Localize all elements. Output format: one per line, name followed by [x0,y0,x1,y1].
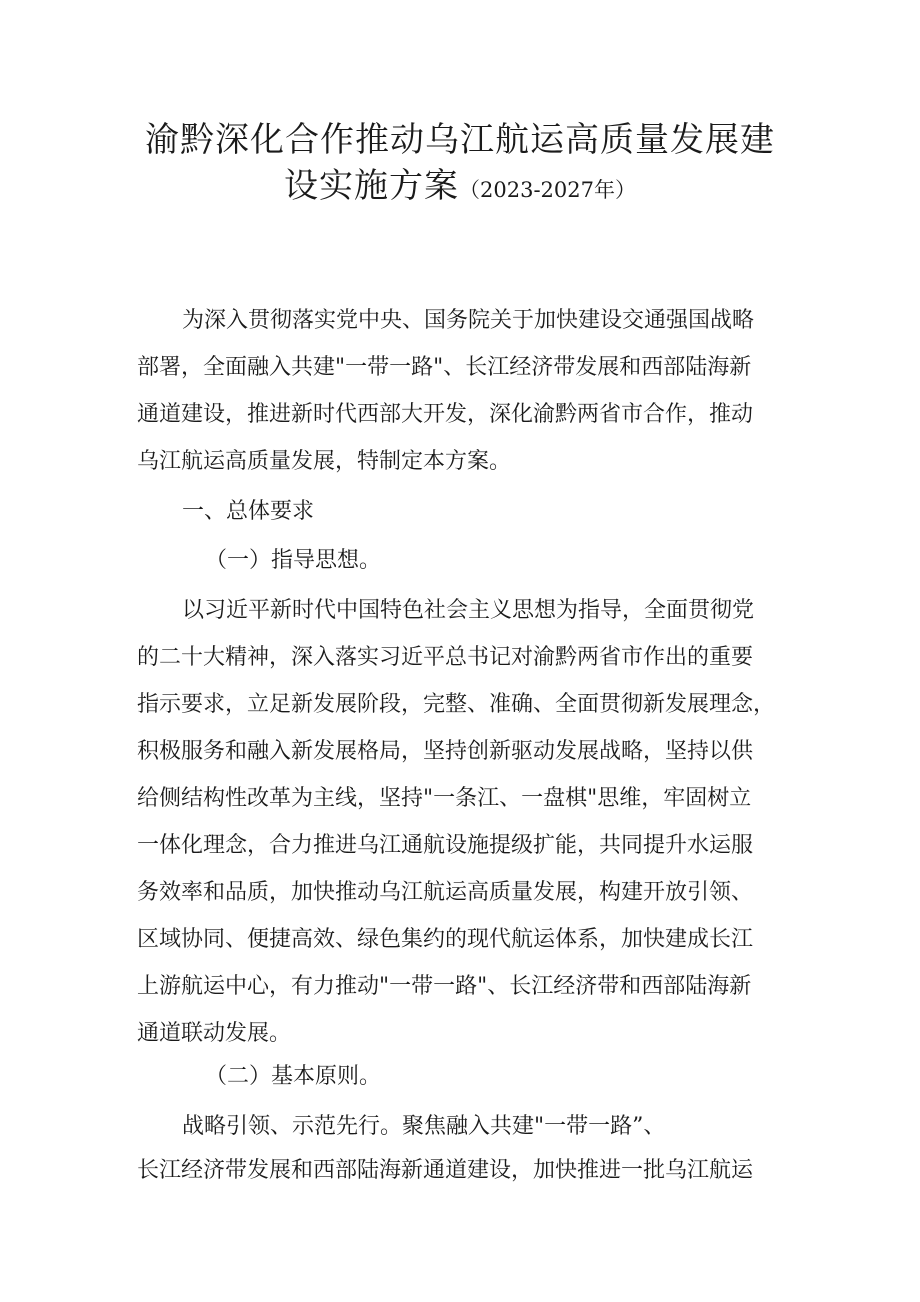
paragraph-line: 积极服务和融入新发展格局，坚持创新驱动发展战略，坚持以供 [137,739,754,764]
paragraph-line: 战略引领、示范先行。聚焦融入共建"一带一路”、 [182,1114,666,1139]
intro-line: 通道建设，推进新时代西部大开发，深化渝黔两省市合作，推动 [137,402,754,427]
document-title-year: （2023-2027年） [459,178,636,202]
document-title-line2 [0,158,920,207]
paragraph-line: 给侧结构性改革为主线，坚持"一条江、一盘棋"思维，牢固树立 [137,786,752,811]
paragraph-line: 一体化理念，合力推进乌江通航设施提级扩能，共同提升水运服 [137,833,754,858]
document-title-main: 设实施方案 [284,166,459,206]
subsection-heading: （二）基本原则。 [205,1064,382,1089]
paragraph-line: 的二十大精神，深入落实习近平总书记对渝黔两省市作出的重要 [137,645,754,670]
section-heading: 一、总体要求 [182,499,315,524]
paragraph-line: 区域协同、便捷高效、绿色集约的现代航运体系，加快建成长江 [137,927,754,952]
subsection-heading: （一）指导思想。 [205,548,382,573]
intro-line: 乌江航运高质量发展，特制定本方案。 [137,449,512,474]
paragraph-line: 长江经济带发展和西部陆海新通道建设，加快推进一批乌江航运 [137,1158,754,1183]
paragraph-line: 通道联动发展。 [137,1021,292,1046]
paragraph-line: 上游航运中心，有力推动"一带一路"、长江经济带和西部陆海新 [137,974,752,999]
intro-line: 部署，全面融入共建"一带一路"、长江经济带发展和西部陆海新 [137,355,752,380]
paragraph-line: 以习近平新时代中国特色社会主义思想为指导，全面贯彻党 [182,598,755,623]
intro-line: 为深入贯彻落实党中央、国务院关于加快建设交通强国战略 [182,308,755,333]
paragraph-line: 指示要求，立足新发展阶段，完整、准确、全面贯彻新发展理念， [137,692,776,717]
document-title-line1: 渝黔深化合作推动乌江航运高质量发展建 [145,120,775,160]
paragraph-line: 务效率和品质，加快推动乌江航运高质量发展，构建开放引领、 [137,880,754,905]
